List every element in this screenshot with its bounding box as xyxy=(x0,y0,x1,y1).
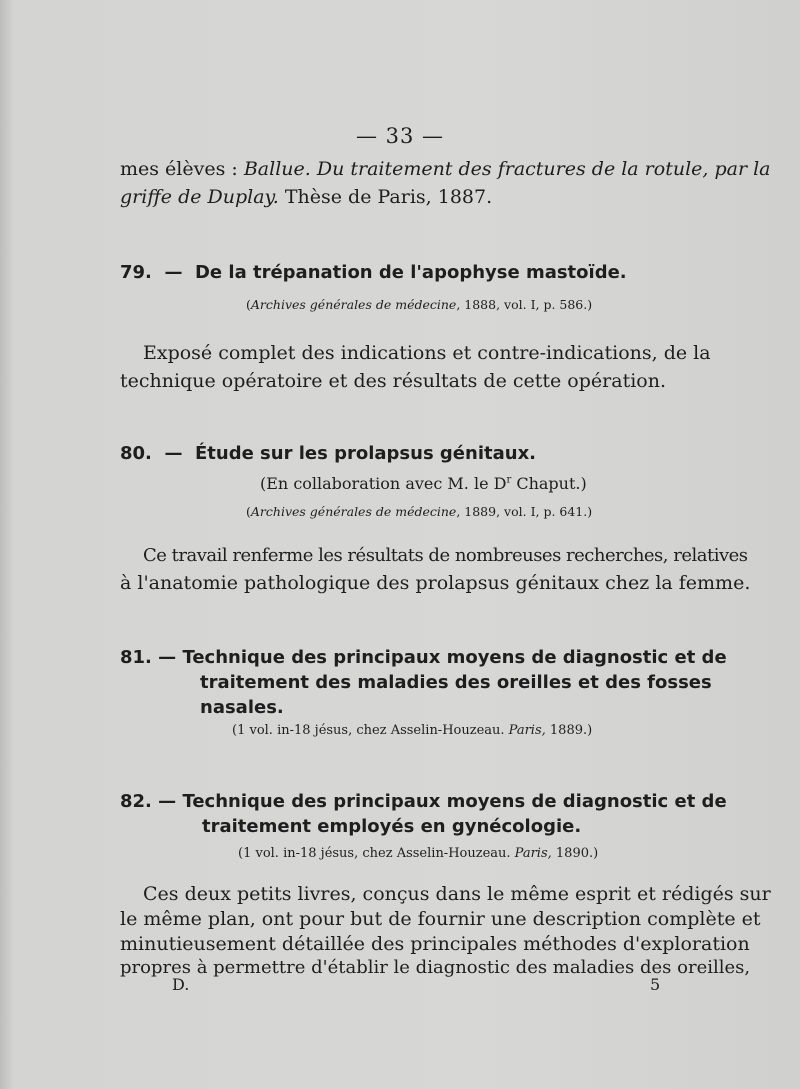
entry-81-publisher: (1 vol. in-18 jésus, chez Asselin-Houzeau. Paris, 1889.) xyxy=(232,723,593,738)
entry-dash: — xyxy=(164,443,183,464)
intro-prefix: mes élèves : xyxy=(120,158,244,180)
entry-title: De la trépanation de l'apophyse mastoïde. xyxy=(194,262,627,283)
entry-81-title-3: nasales. xyxy=(200,697,284,718)
entry-80-body-2: à l'anatomie pathologique des prolapsus génitaux chez la femme. xyxy=(120,572,751,594)
entry-title: Technique des principaux moyens de diagnostic et de xyxy=(182,647,727,668)
intro-line-1 xyxy=(120,158,771,180)
entry-dash: — xyxy=(158,791,177,812)
entry-82-heading xyxy=(120,791,727,812)
entry-82-body-1: Ces deux petits livres, conçus dans le même esprit et rédigés sur xyxy=(143,883,771,905)
entry-82-body-4: propres à permettre d'établir le diagnostic des maladies des oreilles, xyxy=(120,957,751,978)
entry-80-body-1: Ce travail renferme les résultats de nombreuses recherches, relatives xyxy=(143,545,748,566)
intro-thesis: Thèse de Paris, 1887. xyxy=(278,186,493,208)
sheet-number: 5 xyxy=(650,975,661,994)
entry-79-heading xyxy=(120,262,627,283)
entry-number: 80. xyxy=(120,443,152,464)
entry-79-source: (Archives générales de médecine, 1888, vol. I, p. 586.) xyxy=(246,297,593,312)
entry-81-title-2: traitement des maladies des oreilles et des fosses xyxy=(200,672,712,693)
entry-82-body-3: minutieusement détaillée des principales méthodes d'exploration xyxy=(120,933,750,955)
entry-number: 79. xyxy=(120,262,152,283)
entry-dash: — xyxy=(164,262,183,283)
signature-mark: D. xyxy=(172,975,190,994)
entry-title: Étude sur les prolapsus génitaux. xyxy=(194,443,537,464)
pub-city: Paris, xyxy=(514,846,552,861)
entry-82-body-2: le même plan, ont pour but de fournir une description complète et xyxy=(120,908,761,930)
entry-82-title-2: traitement employés en gynécologie. xyxy=(202,816,582,837)
intro-title: Du traitement des fractures de la rotule, par la xyxy=(310,158,771,180)
entry-79-body-2: technique opératoire et des résultats de cette opération. xyxy=(120,370,666,392)
entry-82-publisher: (1 vol. in-18 jésus, chez Asselin-Houzeau. Paris, 1890.) xyxy=(238,846,599,861)
entry-80-heading xyxy=(120,443,536,464)
page-number: — 33 — xyxy=(355,124,445,148)
journal-name: Archives générales de médecine xyxy=(250,297,457,312)
entry-80-source: (Archives générales de médecine, 1889, vol. I, p. 641.) xyxy=(246,504,593,519)
entry-title: Technique des principaux moyens de diagnostic et de xyxy=(182,791,727,812)
entry-79-body-1: Exposé complet des indications et contre-indications, de la xyxy=(143,342,711,364)
intro-line-2 xyxy=(120,186,492,208)
entry-81-heading xyxy=(120,647,727,668)
entry-dash: — xyxy=(158,647,177,668)
entry-80-collab: (En collaboration avec M. le $D^r$ Chaput.) xyxy=(260,474,587,493)
entry-number: 82. xyxy=(120,791,152,812)
pub-city: Paris, xyxy=(508,723,546,738)
entry-number: 81. xyxy=(120,647,152,668)
intro-title-cont: griffe de Duplay. xyxy=(120,186,279,208)
journal-name: Archives générales de médecine xyxy=(250,504,457,519)
intro-author: Ballue. xyxy=(243,158,311,180)
